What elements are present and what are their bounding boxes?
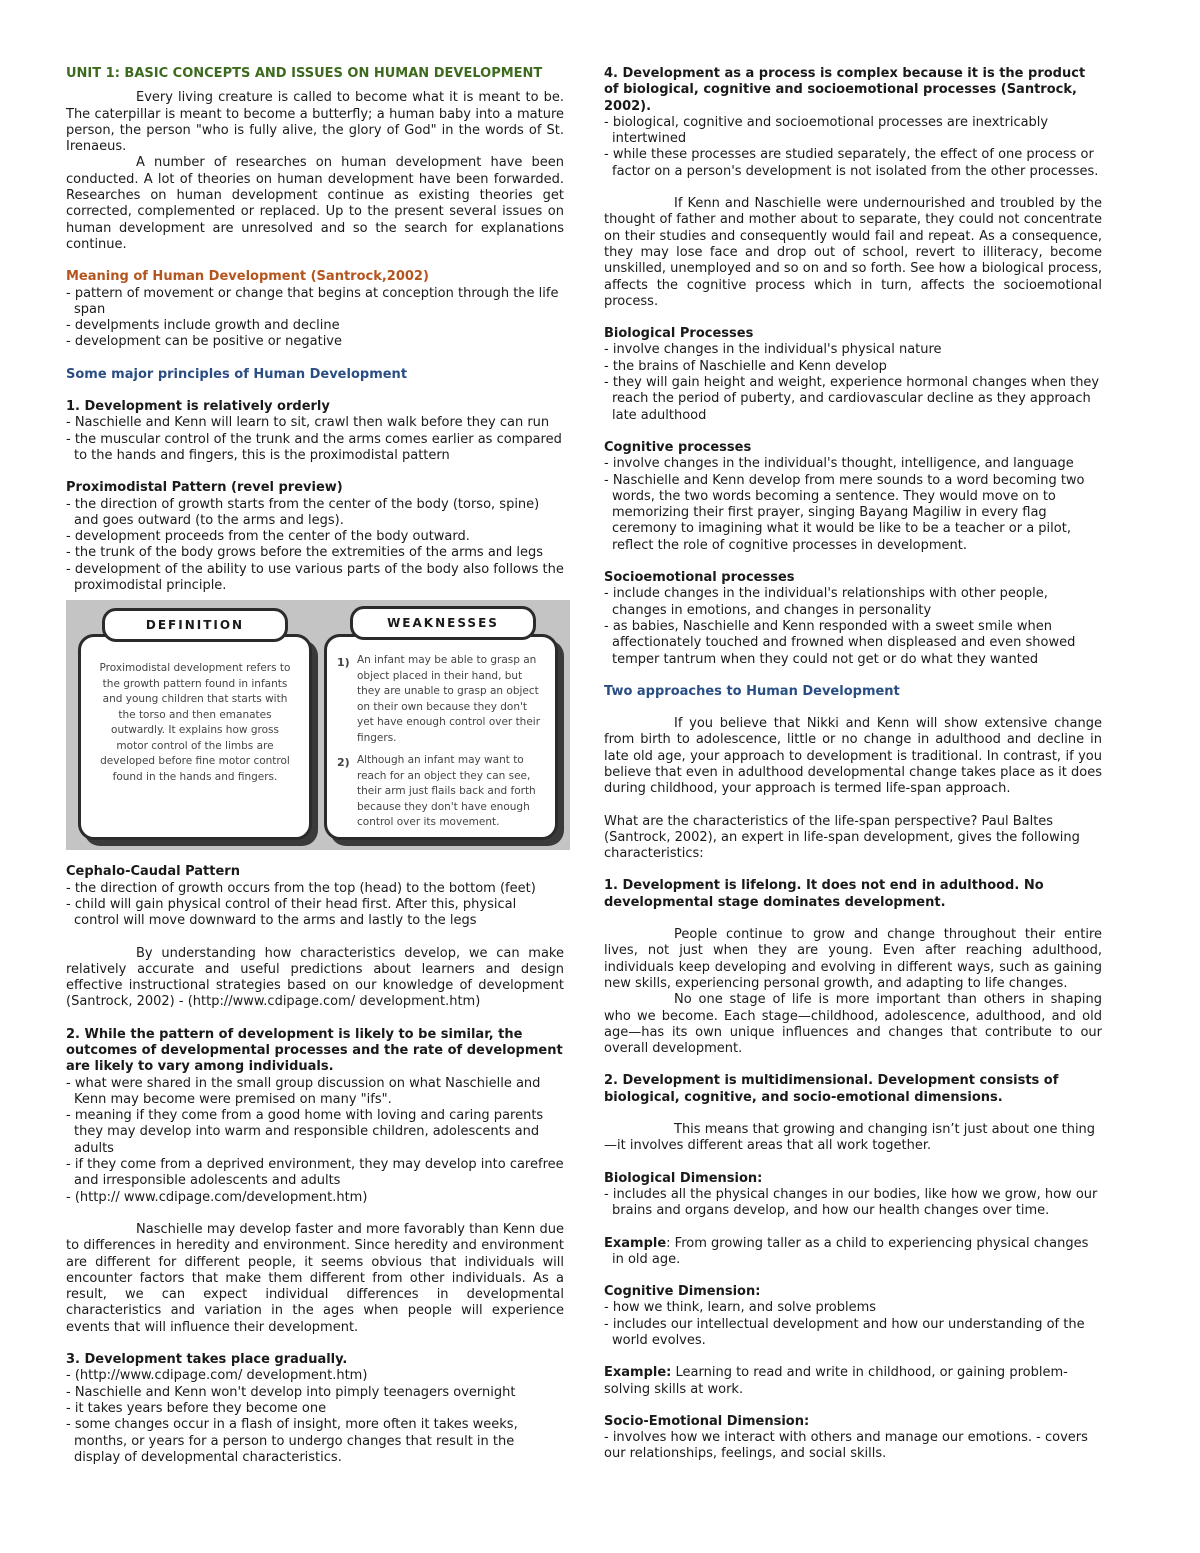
biological-dimension-list	[604, 1187, 1102, 1220]
weakness-number: 1)	[337, 656, 350, 670]
proximodistal-list	[66, 497, 564, 595]
proximodistal-heading: Proximodistal Pattern (revel preview)	[66, 480, 343, 496]
list-item: - the direction of growth starts from the center of the body (torso, spine) and goes outward (to the arms and legs).	[66, 497, 564, 530]
definition-tab: DEFINITION	[102, 608, 288, 642]
cognitive-processes-heading: Cognitive processes	[604, 439, 752, 455]
list-item: - meaning if they come from a good home with loving and caring parents they may develop into warm and responsible children, adolescents and adults	[66, 1108, 564, 1157]
list-item: - include changes in the individual's relationships with other people, changes in emotions, and changes in personality	[604, 586, 1102, 619]
socioemotional-processes-heading: Socioemotional processes	[604, 570, 795, 586]
example-text: : From growing taller as a child to experiencing physical changes in old age.	[612, 1235, 1089, 1267]
list-item: - it takes years before they become one	[66, 1401, 564, 1417]
kenn-paragraph: If Kenn and Naschielle were undernourished and troubled by the thought of father and mother about to separate, they could not concentrate on their studies and consequently would fail and repeat. As a consequence, they may lose face and drop out of school, revert to illiteracy, become unskilled, unemployed and so on and so forth. See how a biological process, affects the cognitive process which in turn, affects the socioemotional process.	[604, 196, 1102, 309]
weakness-text: An infant may be able to grasp an object placed in their hand, but they are unable to grasp an object on their own because they don't yet have enough control over their fingers.	[357, 654, 541, 744]
list-item: - how we think, learn, and solve problems	[604, 1300, 1102, 1316]
list-item: - some changes occur in a flash of insight, more often it takes weeks, months, or years for a person to undergo changes that result in the display of developmental characteristics.	[66, 1417, 564, 1466]
left-column	[66, 66, 564, 1466]
intro-paragraph-2: A number of researches on human development have been conducted. A lot of theories on human development have been forwarded. Researches on human development continue as existing theories get corrected, complemented or replaced. Up to the present several issues on human development are unresolved and so the search for explanations continue.	[66, 155, 564, 252]
list-item: - as babies, Naschielle and Kenn responded with a sweet smile when affectionately touched and frowned when displeased and even showed temper tantrum when they could not get or do what they wanted	[604, 619, 1102, 668]
weakness-number: 2)	[337, 756, 350, 770]
principles-heading: Some major principles of Human Development	[66, 366, 408, 382]
cognitive-dimension-list	[604, 1300, 1102, 1349]
cephalo-heading: Cephalo-Caudal Pattern	[66, 864, 240, 880]
unit-title: UNIT 1: BASIC CONCEPTS AND ISSUES ON HUMAN DEVELOPMENT	[66, 66, 543, 81]
list-item: - development proceeds from the center of the body outward.	[66, 529, 564, 545]
list-item: - while these processes are studied separately, the effect of one process or factor on a person's development is not isolated from the other processes.	[604, 147, 1102, 180]
weaknesses-tab: WEAKNESSES	[350, 606, 536, 640]
example-label: Example	[604, 1235, 667, 1251]
cephalo-list	[66, 881, 564, 930]
list-item: - (http:// www.cdipage.com/development.htm)	[66, 1190, 564, 1206]
socioemotional-processes-list	[604, 586, 1102, 667]
list-item: - child will gain physical control of their head first. After this, physical control will move downward to the arms and lastly to the legs	[66, 897, 564, 930]
weaknesses-card	[324, 634, 558, 840]
list-item: - the direction of growth occurs from the top (head) to the bottom (feet)	[66, 881, 564, 897]
list-item: - includes all the physical changes in our bodies, like how we grow, how our brains and organs develop, and how our health changes over time.	[604, 1187, 1102, 1220]
biological-processes-heading: Biological Processes	[604, 326, 754, 342]
characteristic-1-paragraph-1: People continue to grow and change throughout their entire lives, not just when they are young. Even after reaching adulthood, individuals keep developing and evolving in different ways, such as gaining new skills, experiencing personal growth, and adapting to life changes.	[604, 927, 1102, 991]
cognitive-dimension-heading: Cognitive Dimension:	[604, 1284, 761, 1300]
list-item: - Naschielle and Kenn develop from mere sounds to a word becoming two words, the two words becoming a sentence. They would move on to memorizing their first prayer, singing Bayang Magiliw in every flag ceremony to imagining what it would be like to be a teacher or a pilot, reflect the role of cognitive processes in development.	[604, 473, 1102, 554]
list-item: - what were shared in the small group discussion on what Naschielle and Kenn may become were premised on many "ifs".	[66, 1076, 564, 1109]
principle-1-heading: 1. Development is relatively orderly	[66, 399, 330, 415]
biological-processes-list	[604, 342, 1102, 423]
example-1	[604, 1236, 1102, 1269]
socio-emotional-dimension-heading: Socio-Emotional Dimension:	[604, 1413, 810, 1429]
example-2	[604, 1365, 1102, 1398]
approaches-heading: Two approaches to Human Development	[604, 683, 900, 699]
proximodistal-figure	[66, 600, 570, 850]
list-item: - the brains of Naschielle and Kenn develop	[604, 359, 1102, 375]
characteristic-2-heading: 2. Development is multidimensional. Development consists of biological, cognitive, and socio-emotional dimensions.	[604, 1073, 1059, 1105]
biological-dimension-heading: Biological Dimension:	[604, 1170, 763, 1186]
characteristic-2-paragraph: This means that growing and changing isn’t just about one thing—it involves different areas that all work together.	[604, 1122, 1096, 1154]
list-item: - (http://www.cdipage.com/ development.htm)	[66, 1368, 564, 1384]
definition-card	[78, 634, 312, 840]
principle-1-list	[66, 415, 564, 464]
list-item: - development of the ability to use various parts of the body also follows the proximodistal principle.	[66, 562, 564, 595]
list-item: - Naschielle and Kenn won't develop into pimply teenagers overnight	[66, 1385, 564, 1401]
list-item: - develpments include growth and decline	[66, 318, 564, 334]
list-item: - pattern of movement or change that begins at conception through the life span	[66, 286, 564, 319]
socio-emotional-dimension-text: - involves how we interact with others and manage our emotions. - covers our relationships, feelings, and social skills.	[604, 1430, 1088, 1462]
list-item: - involve changes in the individual's physical nature	[604, 342, 1102, 358]
principle-3-heading: 3. Development takes place gradually.	[66, 1352, 348, 1368]
understanding-paragraph: By understanding how characteristics develop, we can make relatively accurate and useful predictions about learners and design effective instructional strategies based on our knowledge of development (Santrock, 2002) - (http://www.cdipage.com/ development.htm)	[66, 945, 564, 1010]
weakness-text: Although an infant may want to reach for an object they can see, their arm just flails back and forth because they don't have enough control over its movement.	[357, 754, 536, 829]
approaches-paragraph: If you believe that Nikki and Kenn will show extensive change from birth to adolescence, little or no change in adulthood and decline in late old age, your approach to development is traditional. In contrast, if you believe that even in adulthood developmental change takes place as it does during childhood, your approach is termed life-span approach.	[604, 716, 1102, 797]
list-item: - they will gain height and weight, experience hormonal changes when they reach the period of puberty, and cardiovascular decline as they approach late adulthood	[604, 375, 1102, 424]
list-item: - involve changes in the individual's thought, intelligence, and language	[604, 456, 1102, 472]
list-item: - biological, cognitive and socioemotional processes are inextricably intertwined	[604, 115, 1102, 148]
principle-4-heading: 4. Development as a process is complex because it is the product of biological, cognitive and socioemotional processes (Santrock, 2002).	[604, 66, 1086, 114]
example-label: Example:	[604, 1365, 672, 1381]
definition-text: Proximodistal development refers to the growth pattern found in infants and young children that starts with the torso and then emanates outwardly. It explains how gross motor control of the limbs are developed before fine motor control found in the hands and fingers.	[99, 662, 291, 783]
weakness-item	[337, 753, 545, 831]
characteristics-paragraph: What are the characteristics of the life-span perspective? Paul Baltes (Santrock, 2002), an expert in life-span development, gives the following characteristics:	[604, 813, 1080, 862]
meaning-heading: Meaning of Human Development (Santrock,2002)	[66, 269, 429, 285]
intro-paragraph-1: Every living creature is called to become what it is meant to be. The caterpillar is meant to become a butterfly; a human baby into a mature person, the person "who is fully alive, the glory of God" in the words of St. Irenaeus.	[66, 90, 564, 155]
principle-4-list	[604, 115, 1102, 180]
principle-2-list	[66, 1076, 564, 1206]
weakness-item	[337, 653, 545, 746]
list-item: - includes our intellectual development and how our understanding of the world evolves.	[604, 1317, 1102, 1350]
list-item: - if they come from a deprived environment, they may develop into carefree and irresponsible adolescents and adults	[66, 1157, 564, 1190]
characteristic-1-heading: 1. Development is lifelong. It does not end in adulthood. No developmental stage dominates development.	[604, 878, 1044, 910]
list-item: - the muscular control of the trunk and the arms comes earlier as compared to the hands and fingers, this is the proximodistal pattern	[66, 432, 564, 465]
list-item: - the trunk of the body grows before the extremities of the arms and legs	[66, 545, 564, 561]
example-text: Learning to read and write in childhood, or gaining problem-solving skills at work.	[604, 1365, 1068, 1397]
principle-3-list	[66, 1368, 564, 1466]
naschielle-paragraph: Naschielle may develop faster and more favorably than Kenn due to differences in heredity and environment. Since heredity and environment are different for different people, it seems obvious that individuals will encounter factors that make them different from other individuals. As a result, we can expect individual differences in developmental characteristics and variation in the ages when people will experience events that will influence their development.	[66, 1221, 564, 1335]
list-item: - Naschielle and Kenn will learn to sit, crawl then walk before they can run	[66, 415, 564, 431]
right-column	[604, 66, 1102, 1463]
cognitive-processes-list	[604, 456, 1102, 554]
list-item: - development can be positive or negative	[66, 334, 564, 350]
principle-2-heading: 2. While the pattern of development is likely to be similar, the outcomes of developmental processes and the rate of development are likely to vary among individuals.	[66, 1026, 563, 1075]
meaning-list	[66, 286, 564, 351]
characteristic-1-paragraph-2: No one stage of life is more important than others in shaping who we become. Each stage—childhood, adolescence, adulthood, and old age—has its own unique influences and changes that contribute to our overall development.	[604, 992, 1102, 1057]
